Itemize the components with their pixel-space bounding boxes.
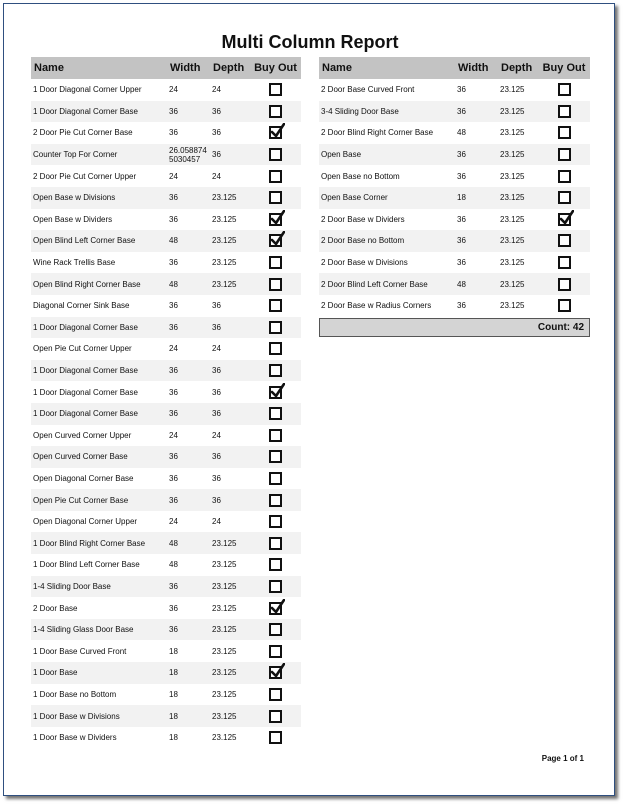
checkbox-unchecked-icon bbox=[269, 342, 282, 355]
cell-name: Diagonal Corner Sink Base bbox=[33, 301, 130, 311]
cell-width: 36 bbox=[457, 301, 466, 311]
cell-depth: 23.125 bbox=[500, 236, 525, 246]
table-row bbox=[31, 705, 301, 727]
cell-buy-out bbox=[250, 148, 301, 161]
cell-depth: 23.125 bbox=[212, 625, 237, 635]
cell-buy-out bbox=[250, 342, 301, 355]
cell-buy-out bbox=[250, 278, 301, 291]
cell-width: 36 bbox=[169, 625, 178, 635]
checkbox-unchecked-icon bbox=[558, 105, 571, 118]
table-row bbox=[31, 122, 301, 144]
cell-depth: 36 bbox=[212, 128, 221, 138]
checkmark-icon bbox=[270, 231, 285, 247]
cell-depth: 23.125 bbox=[500, 171, 525, 181]
checkbox-unchecked-icon bbox=[558, 148, 571, 161]
header-name: Name bbox=[34, 62, 64, 74]
cell-name: 1 Door Diagonal Corner Base bbox=[33, 106, 138, 116]
table-row bbox=[31, 273, 301, 295]
cell-name: 3-4 Sliding Door Base bbox=[321, 106, 399, 116]
cell-name: 1 Door Base w Dividers bbox=[33, 733, 117, 743]
table-row bbox=[319, 122, 590, 144]
cell-name: 2 Door Pie Cut Corner Base bbox=[33, 128, 133, 138]
cell-name: 1 Door Diagonal Corner Base bbox=[33, 322, 138, 332]
checkbox-unchecked-icon bbox=[558, 256, 571, 269]
cell-depth: 23.125 bbox=[500, 279, 525, 289]
table-row bbox=[31, 619, 301, 641]
cell-buy-out bbox=[250, 515, 301, 528]
table-row bbox=[319, 165, 590, 187]
cell-depth: 23.125 bbox=[212, 689, 237, 699]
cell-depth: 36 bbox=[212, 409, 221, 419]
cell-depth: 23.125 bbox=[500, 301, 525, 311]
cell-width: 36 bbox=[169, 603, 178, 613]
cell-width: 48 bbox=[457, 279, 466, 289]
cell-width: 18 bbox=[169, 711, 178, 721]
cell-buy-out bbox=[538, 191, 590, 204]
checkbox-unchecked-icon bbox=[269, 558, 282, 571]
checkbox-unchecked-icon bbox=[269, 580, 282, 593]
table-row bbox=[31, 662, 301, 684]
header-depth: Depth bbox=[501, 62, 533, 74]
cell-width: 36 bbox=[169, 409, 178, 419]
cell-width: 18 bbox=[169, 689, 178, 699]
cell-buy-out bbox=[538, 170, 590, 183]
checkbox-unchecked-icon bbox=[269, 321, 282, 334]
checkbox-checked-icon bbox=[269, 213, 282, 226]
table-row bbox=[31, 381, 301, 403]
cell-depth: 23.125 bbox=[212, 279, 237, 289]
cell-buy-out bbox=[538, 256, 590, 269]
cell-name: Open Base w Divisions bbox=[33, 193, 116, 203]
cell-buy-out bbox=[250, 234, 301, 247]
checkbox-unchecked-icon bbox=[558, 170, 571, 183]
cell-buy-out bbox=[538, 278, 590, 291]
cell-width: 36 bbox=[457, 150, 466, 160]
table-row bbox=[31, 338, 301, 360]
cell-name: 1-4 Sliding Glass Door Base bbox=[33, 625, 134, 635]
table-row bbox=[31, 576, 301, 598]
cell-depth: 24 bbox=[212, 85, 221, 95]
cell-width: 36 bbox=[457, 106, 466, 116]
cell-depth: 36 bbox=[212, 150, 221, 160]
cell-width: 18 bbox=[169, 733, 178, 743]
cell-name: 1 Door Diagonal Corner Base bbox=[33, 366, 138, 376]
record-count: Count: 42 bbox=[319, 318, 590, 337]
table-row bbox=[31, 187, 301, 209]
table-row bbox=[31, 79, 301, 101]
cell-width: 18 bbox=[169, 668, 178, 678]
cell-buy-out bbox=[250, 386, 301, 399]
table-row bbox=[319, 79, 590, 101]
cell-buy-out bbox=[250, 407, 301, 420]
cell-buy-out bbox=[250, 429, 301, 442]
cell-name: 2 Door Base bbox=[33, 603, 78, 613]
left-column-table bbox=[31, 57, 301, 748]
cell-depth: 23.125 bbox=[212, 560, 237, 570]
cell-buy-out bbox=[250, 83, 301, 96]
checkbox-unchecked-icon bbox=[269, 494, 282, 507]
cell-depth: 24 bbox=[212, 171, 221, 181]
right-table-body bbox=[319, 79, 590, 317]
checkbox-checked-icon bbox=[269, 234, 282, 247]
cell-width: 36 bbox=[169, 581, 178, 591]
checkbox-unchecked-icon bbox=[269, 472, 282, 485]
cell-width: 36 bbox=[169, 322, 178, 332]
checkbox-unchecked-icon bbox=[269, 83, 282, 96]
checkbox-unchecked-icon bbox=[269, 256, 282, 269]
cell-name: Open Base Corner bbox=[321, 193, 388, 203]
cell-name: 2 Door Blind Left Corner Base bbox=[321, 279, 428, 289]
cell-depth: 36 bbox=[212, 301, 221, 311]
cell-name: 2 Door Base w Dividers bbox=[321, 214, 405, 224]
cell-name: Open Blind Right Corner Base bbox=[33, 279, 141, 289]
checkmark-icon bbox=[270, 383, 285, 399]
checkbox-unchecked-icon bbox=[269, 105, 282, 118]
table-row bbox=[31, 252, 301, 274]
checkbox-unchecked-icon bbox=[558, 83, 571, 96]
table-row bbox=[31, 295, 301, 317]
cell-width: 36 bbox=[169, 258, 178, 268]
cell-depth: 23.125 bbox=[212, 646, 237, 656]
checkbox-checked-icon bbox=[269, 126, 282, 139]
checkbox-unchecked-icon bbox=[269, 299, 282, 312]
table-row bbox=[31, 144, 301, 166]
checkbox-checked-icon bbox=[269, 602, 282, 615]
checkbox-unchecked-icon bbox=[269, 170, 282, 183]
checkmark-icon bbox=[559, 210, 574, 226]
table-row bbox=[31, 360, 301, 382]
cell-width: 36 bbox=[169, 193, 178, 203]
checkbox-unchecked-icon bbox=[269, 710, 282, 723]
checkbox-checked-icon bbox=[269, 386, 282, 399]
cell-name: 2 Door Blind Right Corner Base bbox=[321, 128, 434, 138]
cell-depth: 36 bbox=[212, 473, 221, 483]
cell-depth: 36 bbox=[212, 495, 221, 505]
right-column-table bbox=[319, 57, 590, 317]
left-table-body bbox=[31, 79, 301, 748]
table-row bbox=[31, 511, 301, 533]
cell-width: 36 bbox=[169, 214, 178, 224]
table-header bbox=[319, 57, 590, 79]
cell-buy-out bbox=[250, 213, 301, 226]
cell-name: Open Blind Left Corner Base bbox=[33, 236, 136, 246]
cell-width: 36 bbox=[457, 236, 466, 246]
cell-name: 1 Door Base Curved Front bbox=[33, 646, 127, 656]
cell-name: Open Base w Dividers bbox=[33, 214, 113, 224]
checkbox-unchecked-icon bbox=[558, 299, 571, 312]
table-row bbox=[319, 295, 590, 317]
table-row bbox=[319, 273, 590, 295]
cell-name: 2 Door Base w Divisions bbox=[321, 258, 408, 268]
cell-depth: 23.125 bbox=[212, 603, 237, 613]
cell-buy-out bbox=[538, 299, 590, 312]
cell-width: 36 bbox=[169, 473, 178, 483]
cell-width: 24 bbox=[169, 430, 178, 440]
cell-name: 1-4 Sliding Door Base bbox=[33, 581, 111, 591]
checkbox-unchecked-icon bbox=[269, 364, 282, 377]
table-row bbox=[31, 165, 301, 187]
checkmark-icon bbox=[270, 599, 285, 615]
table-row bbox=[31, 640, 301, 662]
cell-depth: 23.125 bbox=[212, 733, 237, 743]
cell-name: 1 Door Base w Divisions bbox=[33, 711, 120, 721]
cell-name: Open Curved Corner Upper bbox=[33, 430, 132, 440]
table-row bbox=[31, 446, 301, 468]
cell-depth: 23.125 bbox=[212, 193, 237, 203]
cell-name: 1 Door Diagonal Corner Upper bbox=[33, 85, 142, 95]
checkbox-unchecked-icon bbox=[269, 515, 282, 528]
cell-name: 1 Door Blind Left Corner Base bbox=[33, 560, 140, 570]
cell-buy-out bbox=[250, 731, 301, 744]
cell-buy-out bbox=[250, 558, 301, 571]
cell-depth: 23.125 bbox=[500, 214, 525, 224]
table-row bbox=[319, 230, 590, 252]
cell-depth: 23.125 bbox=[500, 150, 525, 160]
cell-width: 24 bbox=[169, 344, 178, 354]
cell-width: 26.058874 5030457 bbox=[169, 145, 207, 164]
checkbox-unchecked-icon bbox=[269, 191, 282, 204]
cell-name: Wine Rack Trellis Base bbox=[33, 258, 116, 268]
cell-name: 1 Door Blind Right Corner Base bbox=[33, 538, 146, 548]
cell-depth: 23.125 bbox=[212, 668, 237, 678]
cell-buy-out bbox=[250, 688, 301, 701]
cell-width: 36 bbox=[457, 171, 466, 181]
cell-depth: 23.125 bbox=[212, 581, 237, 591]
cell-buy-out bbox=[250, 494, 301, 507]
table-row bbox=[31, 554, 301, 576]
cell-width: 48 bbox=[169, 279, 178, 289]
cell-width: 48 bbox=[169, 538, 178, 548]
table-row bbox=[31, 403, 301, 425]
cell-width: 48 bbox=[169, 236, 178, 246]
cell-buy-out bbox=[250, 580, 301, 593]
checkmark-icon bbox=[270, 210, 285, 226]
cell-width: 36 bbox=[169, 128, 178, 138]
cell-depth: 23.125 bbox=[500, 258, 525, 268]
table-row bbox=[31, 230, 301, 252]
cell-name: Open Base no Bottom bbox=[321, 171, 400, 181]
checkbox-unchecked-icon bbox=[269, 537, 282, 550]
cell-width: 36 bbox=[169, 106, 178, 116]
cell-width: 48 bbox=[169, 560, 178, 570]
table-row bbox=[31, 101, 301, 123]
cell-buy-out bbox=[250, 537, 301, 550]
cell-buy-out bbox=[250, 666, 301, 679]
cell-width: 24 bbox=[169, 171, 178, 181]
cell-name: 2 Door Base no Bottom bbox=[321, 236, 405, 246]
cell-name: Open Diagonal Corner Base bbox=[33, 473, 134, 483]
cell-name: Open Diagonal Corner Upper bbox=[33, 517, 138, 527]
cell-depth: 24 bbox=[212, 430, 221, 440]
checkmark-icon bbox=[270, 663, 285, 679]
header-buy-out: Buy Out bbox=[254, 62, 297, 74]
table-row bbox=[31, 425, 301, 447]
header-buy-out: Buy Out bbox=[542, 62, 586, 74]
cell-name: Counter Top For Corner bbox=[33, 150, 118, 160]
checkbox-unchecked-icon bbox=[558, 234, 571, 247]
cell-name: 1 Door Diagonal Corner Base bbox=[33, 387, 138, 397]
cell-buy-out bbox=[538, 83, 590, 96]
cell-buy-out bbox=[250, 256, 301, 269]
table-row bbox=[319, 252, 590, 274]
cell-buy-out bbox=[538, 148, 590, 161]
cell-name: Open Pie Cut Corner Base bbox=[33, 495, 129, 505]
cell-buy-out bbox=[538, 234, 590, 247]
cell-name: Open Curved Corner Base bbox=[33, 452, 128, 462]
cell-width: 36 bbox=[457, 258, 466, 268]
table-row bbox=[31, 532, 301, 554]
cell-buy-out bbox=[250, 472, 301, 485]
cell-buy-out bbox=[250, 299, 301, 312]
cell-buy-out bbox=[538, 126, 590, 139]
table-row bbox=[319, 187, 590, 209]
cell-buy-out bbox=[538, 213, 590, 226]
cell-width: 36 bbox=[457, 85, 466, 95]
checkbox-unchecked-icon bbox=[558, 126, 571, 139]
cell-depth: 36 bbox=[212, 106, 221, 116]
table-row bbox=[31, 489, 301, 511]
header-width: Width bbox=[170, 61, 201, 74]
cell-buy-out bbox=[250, 191, 301, 204]
cell-depth: 24 bbox=[212, 517, 221, 527]
table-row bbox=[319, 101, 590, 123]
cell-name: 1 Door Base no Bottom bbox=[33, 689, 117, 699]
table-row bbox=[31, 209, 301, 231]
checkbox-unchecked-icon bbox=[269, 450, 282, 463]
cell-buy-out bbox=[538, 105, 590, 118]
checkbox-unchecked-icon bbox=[558, 191, 571, 204]
cell-width: 36 bbox=[169, 495, 178, 505]
cell-depth: 36 bbox=[212, 452, 221, 462]
cell-width: 18 bbox=[169, 646, 178, 656]
cell-width: 36 bbox=[457, 214, 466, 224]
cell-buy-out bbox=[250, 623, 301, 636]
table-row bbox=[319, 209, 590, 231]
cell-depth: 23.125 bbox=[212, 236, 237, 246]
report-page bbox=[3, 3, 615, 796]
cell-name: 1 Door Diagonal Corner Base bbox=[33, 409, 138, 419]
table-row bbox=[31, 684, 301, 706]
cell-depth: 23.125 bbox=[500, 128, 525, 138]
cell-name: 2 Door Pie Cut Corner Upper bbox=[33, 171, 137, 181]
cell-buy-out bbox=[250, 170, 301, 183]
checkbox-unchecked-icon bbox=[269, 645, 282, 658]
checkbox-unchecked-icon bbox=[269, 148, 282, 161]
checkbox-checked-icon bbox=[558, 213, 571, 226]
cell-width: 36 bbox=[169, 366, 178, 376]
cell-buy-out bbox=[250, 126, 301, 139]
checkmark-icon bbox=[270, 123, 285, 139]
table-header bbox=[31, 57, 301, 79]
cell-depth: 23.125 bbox=[212, 258, 237, 268]
cell-depth: 23.125 bbox=[212, 214, 237, 224]
cell-buy-out bbox=[250, 364, 301, 377]
table-row bbox=[31, 317, 301, 339]
cell-depth: 23.125 bbox=[500, 85, 525, 95]
cell-buy-out bbox=[250, 710, 301, 723]
header-name: Name bbox=[322, 62, 352, 74]
cell-buy-out bbox=[250, 450, 301, 463]
cell-name: Open Base bbox=[321, 150, 362, 160]
report-title: Multi Column Report bbox=[221, 32, 399, 52]
checkbox-checked-icon bbox=[269, 666, 282, 679]
cell-width: 36 bbox=[169, 301, 178, 311]
checkbox-unchecked-icon bbox=[269, 623, 282, 636]
table-row bbox=[31, 597, 301, 619]
header-width: Width bbox=[458, 61, 489, 74]
checkbox-unchecked-icon bbox=[269, 688, 282, 701]
cell-name: 2 Door Base Curved Front bbox=[321, 85, 415, 95]
cell-depth: 36 bbox=[212, 366, 221, 376]
table-row bbox=[31, 727, 301, 749]
cell-name: 2 Door Base w Radius Corners bbox=[321, 301, 432, 311]
cell-name: 1 Door Base bbox=[33, 668, 78, 678]
cell-buy-out bbox=[250, 321, 301, 334]
cell-width: 36 bbox=[169, 387, 178, 397]
table-row bbox=[319, 144, 590, 166]
checkbox-unchecked-icon bbox=[269, 278, 282, 291]
header-depth: Depth bbox=[213, 62, 245, 74]
cell-depth: 23.125 bbox=[212, 538, 237, 548]
table-row bbox=[31, 468, 301, 490]
checkbox-unchecked-icon bbox=[269, 731, 282, 744]
cell-buy-out bbox=[250, 645, 301, 658]
cell-depth: 24 bbox=[212, 344, 221, 354]
cell-depth: 23.125 bbox=[212, 711, 237, 721]
checkbox-unchecked-icon bbox=[558, 278, 571, 291]
cell-width: 36 bbox=[169, 452, 178, 462]
cell-width: 24 bbox=[169, 517, 178, 527]
cell-depth: 23.125 bbox=[500, 193, 525, 203]
checkbox-unchecked-icon bbox=[269, 407, 282, 420]
cell-buy-out bbox=[250, 602, 301, 615]
cell-depth: 23.125 bbox=[500, 106, 525, 116]
checkbox-unchecked-icon bbox=[269, 429, 282, 442]
cell-width: 18 bbox=[457, 193, 466, 203]
cell-name: Open Pie Cut Corner Upper bbox=[33, 344, 132, 354]
cell-depth: 36 bbox=[212, 322, 221, 332]
page-number: Page 1 of 1 bbox=[541, 754, 584, 763]
cell-width: 48 bbox=[457, 128, 466, 138]
cell-depth: 36 bbox=[212, 387, 221, 397]
cell-buy-out bbox=[250, 105, 301, 118]
cell-width: 24 bbox=[169, 85, 178, 95]
